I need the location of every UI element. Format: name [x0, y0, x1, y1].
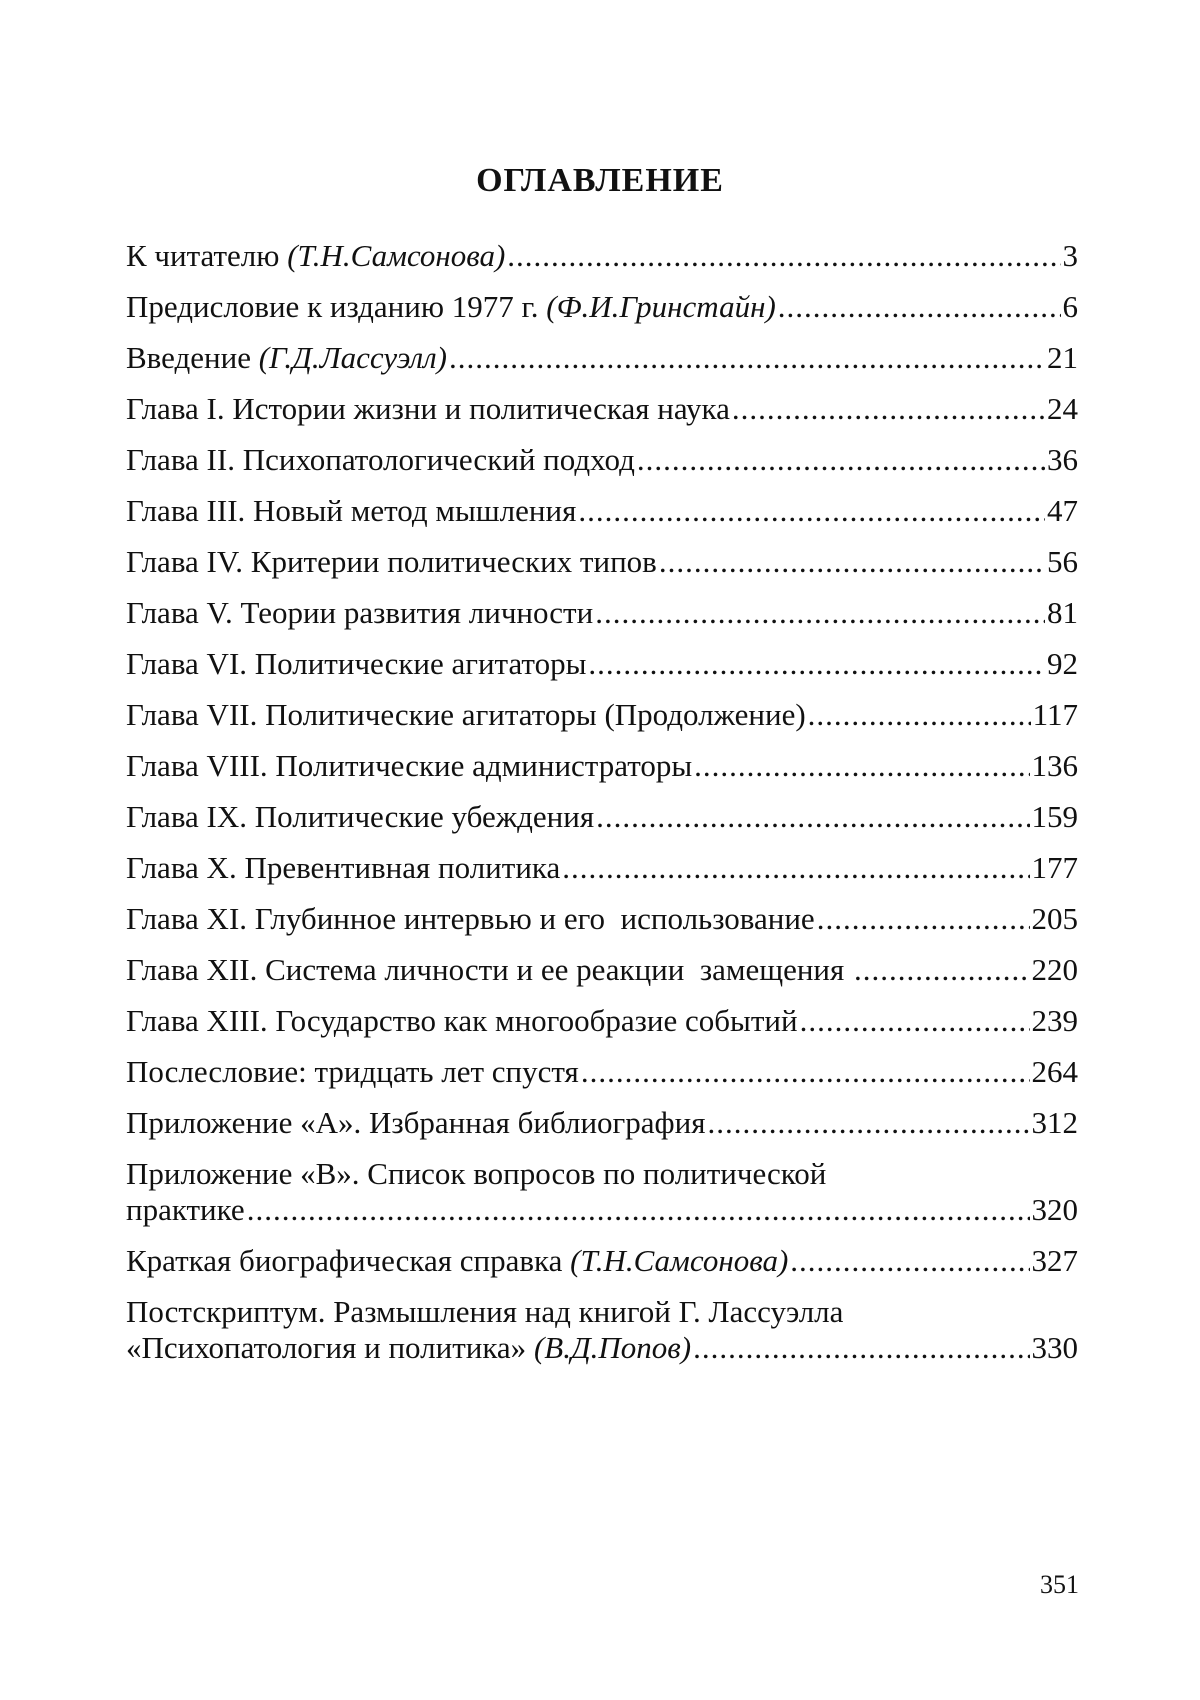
toc-entry-title: Приложение «А». Избранная библиография [126, 1105, 705, 1141]
dot-leader [637, 442, 1045, 478]
toc-entry-page: 92 [1047, 646, 1078, 682]
toc-entry-page: 264 [1032, 1054, 1079, 1090]
toc-entry-page: 81 [1047, 595, 1078, 631]
toc-entry-author: (В.Д.Попов) [534, 1330, 691, 1365]
toc-entry [126, 442, 1078, 478]
toc-entry-title: «Психопатология и политика» (В.Д.Попов) [126, 1330, 691, 1366]
dot-leader [808, 697, 1031, 733]
toc-entry-page: 330 [1032, 1330, 1079, 1366]
toc-entry-title-line: Постскриптум. Размышления над книгой Г. Лассуэлла [126, 1294, 1078, 1330]
toc-entry-author: (Г.Д.Лассуэлл) [259, 340, 447, 375]
toc-entry [126, 1294, 1078, 1366]
toc-entry [126, 1054, 1078, 1090]
toc-entry-title: К читателю (Т.Н.Самсонова) [126, 238, 505, 274]
toc-entry [126, 1156, 1078, 1228]
toc-entry-page: 177 [1032, 850, 1079, 886]
page-number: 351 [1040, 1570, 1079, 1600]
toc-entry-page: 220 [1032, 952, 1079, 988]
toc-entry-title: Послесловие: тридцать лет спустя [126, 1054, 579, 1090]
toc-entry-page: 205 [1032, 901, 1079, 937]
toc-entry-page: 312 [1032, 1105, 1079, 1141]
dot-leader [854, 952, 1029, 988]
dot-leader [693, 1330, 1029, 1366]
dot-leader [578, 493, 1045, 529]
toc-entry-page: 159 [1032, 799, 1079, 835]
toc-entry-title: Глава XIII. Государство как многообразие событий [126, 1003, 798, 1039]
toc-entry [126, 544, 1078, 580]
toc-entry [126, 901, 1078, 937]
dot-leader [581, 1054, 1030, 1090]
toc-entry-title: Предисловие к изданию 1977 г. (Ф.И.Гринстайн) [126, 289, 776, 325]
dot-leader [247, 1192, 1030, 1228]
toc-entry-title: Глава X. Превентивная политика [126, 850, 560, 886]
toc-entry [126, 748, 1078, 784]
toc-entry-page: 6 [1063, 289, 1079, 325]
dot-leader [778, 289, 1061, 325]
toc-entry-page: 24 [1047, 391, 1078, 427]
toc-entry-title: Глава VIII. Политические администраторы [126, 748, 692, 784]
toc-entry-author: (Ф.И.Гринстайн) [546, 289, 776, 324]
toc-entry-title: Введение (Г.Д.Лассуэлл) [126, 340, 447, 376]
toc-entry-title: Глава IV. Критерии политических типов [126, 544, 657, 580]
toc-entry [126, 1243, 1078, 1279]
dot-leader [790, 1243, 1029, 1279]
toc-entry-title: Глава IX. Политические убеждения [126, 799, 594, 835]
toc-entry [126, 799, 1078, 835]
toc-entry-title: Глава XII. Система личности и ее реакции замещения [126, 952, 852, 988]
toc-entry-title: Краткая биографическая справка (Т.Н.Самсонова) [126, 1243, 788, 1279]
toc-entry [126, 391, 1078, 427]
toc-entry-title: Глава II. Психопатологический подход [126, 442, 635, 478]
toc-entry-title-line: Приложение «В». Список вопросов по политической [126, 1156, 1078, 1192]
dot-leader [707, 1105, 1029, 1141]
toc-entry [126, 238, 1078, 274]
toc-entry-page: 36 [1047, 442, 1078, 478]
toc-entry [126, 646, 1078, 682]
toc-entry [126, 952, 1078, 988]
toc-entry-title: Глава V. Теории развития личности [126, 595, 593, 631]
table-of-contents [126, 238, 1078, 1381]
toc-entry [126, 289, 1078, 325]
toc-entry [126, 493, 1078, 529]
toc-entry-page: 136 [1032, 748, 1079, 784]
toc-entry-page: 47 [1047, 493, 1078, 529]
toc-entry-author: (Т.Н.Самсонова) [287, 238, 505, 273]
dot-leader [595, 595, 1045, 631]
toc-entry [126, 1003, 1078, 1039]
toc-entry-title: Глава VII. Политические агитаторы (Продолжение) [126, 697, 806, 733]
dot-leader [507, 238, 1060, 274]
toc-entry-page: 3 [1063, 238, 1079, 274]
toc-entry-page: 327 [1032, 1243, 1079, 1279]
toc-entry [126, 850, 1078, 886]
page-title: ОГЛАВЛЕНИЕ [0, 162, 1200, 200]
toc-entry [126, 1105, 1078, 1141]
toc-entry-page: 56 [1047, 544, 1078, 580]
toc-entry-title: Глава VI. Политические агитаторы [126, 646, 586, 682]
toc-entry [126, 340, 1078, 376]
toc-entry [126, 595, 1078, 631]
toc-entry-page: 117 [1033, 697, 1078, 733]
dot-leader [732, 391, 1045, 427]
dot-leader [694, 748, 1029, 784]
dot-leader [449, 340, 1045, 376]
toc-entry-author: (Т.Н.Самсонова) [570, 1243, 788, 1278]
dot-leader [596, 799, 1029, 835]
dot-leader [562, 850, 1029, 886]
dot-leader [588, 646, 1045, 682]
toc-entry-title: Глава I. Истории жизни и политическая наука [126, 391, 730, 427]
dot-leader [817, 901, 1030, 937]
toc-entry-page: 239 [1032, 1003, 1079, 1039]
toc-entry-title: Глава III. Новый метод мышления [126, 493, 576, 529]
toc-entry-title: Глава XI. Глубинное интервью и его использование [126, 901, 815, 937]
toc-entry-page: 21 [1047, 340, 1078, 376]
dot-leader [800, 1003, 1030, 1039]
toc-entry-title: практике [126, 1192, 245, 1228]
dot-leader [659, 544, 1045, 580]
toc-entry-page: 320 [1032, 1192, 1079, 1228]
toc-entry [126, 697, 1078, 733]
